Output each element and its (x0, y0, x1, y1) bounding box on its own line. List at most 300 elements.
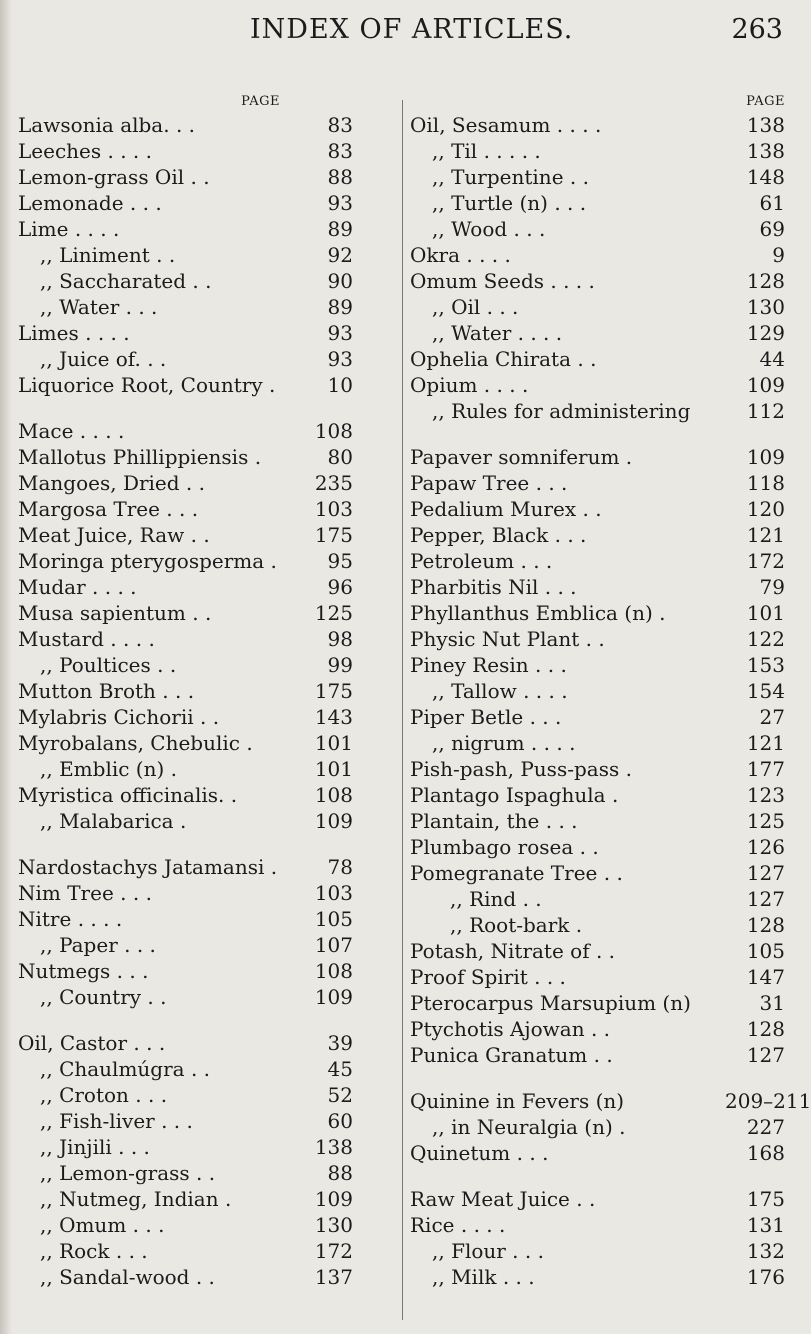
entry-name: Mace . . . . (18, 419, 125, 443)
index-entry (18, 652, 353, 678)
entry-name: Opium . . . . (410, 373, 529, 397)
section-gap (410, 424, 785, 444)
entry-page: 93 (327, 347, 353, 371)
index-entry (410, 444, 785, 470)
entry-page: 109 (314, 1187, 353, 1211)
index-entry (18, 1030, 353, 1056)
entry-leader-dots: . (248, 445, 262, 469)
entry-page: 175 (746, 1187, 785, 1211)
entry-name: ,, Lemon-grass . . (40, 1161, 216, 1185)
entry-leader-dots: . . . . (73, 419, 125, 443)
entry-leader-dots: . . . . (85, 575, 137, 599)
entry-page: 78 (327, 855, 353, 879)
entry-name: ,, Rules for administering (432, 399, 691, 423)
entry-name: Ophelia Chirata . . (410, 347, 597, 371)
entry-name: ,, nigrum . . . . (432, 731, 576, 755)
entry-leader-dots: . . (184, 1057, 211, 1081)
index-entry (410, 470, 785, 496)
entry-name: Liquorice Root, Country . (18, 373, 276, 397)
index-entry (18, 626, 353, 652)
entry-name: Leeches . . . . (18, 139, 153, 163)
page-edge-shadow (0, 0, 12, 1334)
entry-name: Lemon-grass Oil . . (18, 165, 210, 189)
entry-page: 148 (746, 165, 785, 189)
entry-name: ,, Rock . . . (40, 1239, 148, 1263)
entry-name: Nim Tree . . . (18, 881, 152, 905)
entry-name: ,, Water . . . (40, 295, 158, 319)
entry-name: ,, Saccharated . . (40, 269, 212, 293)
index-entry (410, 1238, 785, 1264)
entry-name: ,, Til . . . . . (432, 139, 541, 163)
entry-leader-dots: . . (150, 653, 177, 677)
entry-name: Oil, Sesamum . . . . (410, 113, 602, 137)
entry-page: 235 (314, 471, 353, 495)
entry-name: ,, Omum . . . (40, 1213, 165, 1237)
entry-name: Pepper, Black . . . (410, 523, 587, 547)
page-header (0, 14, 801, 54)
entry-leader-dots: . . . (514, 549, 553, 573)
index-entry (18, 216, 353, 242)
entry-page: 107 (314, 933, 353, 957)
index-entry (18, 496, 353, 522)
entry-page: 44 (759, 347, 785, 371)
entry-leader-dots: . . (167, 1109, 193, 1133)
index-entry (18, 1108, 353, 1134)
index-entry (18, 574, 353, 600)
entry-name: Oil, Castor . . . (18, 1031, 166, 1055)
entry-name: Pish-pash, Puss-pass . (410, 757, 632, 781)
column-divider (402, 100, 403, 1320)
index-entry (18, 1160, 353, 1186)
index-entry (18, 138, 353, 164)
entry-page: 128 (746, 269, 785, 293)
entry-name: Papaw Tree . . . (410, 471, 568, 495)
entry-name: ,, Chaulmúgra . . (40, 1057, 211, 1081)
entry-leader-dots: . . (149, 243, 176, 267)
entry-page: 95 (327, 549, 353, 573)
entry-leader-dots: . . . (128, 1083, 168, 1107)
index-entry (18, 678, 353, 704)
entry-page: 10 (327, 373, 353, 397)
entry-page: 129 (746, 321, 785, 345)
page-number: 263 (731, 14, 783, 45)
entry-name: ,, Liniment . . (40, 243, 176, 267)
entry-name: Plumbago rosea . . (410, 835, 599, 859)
entry-page: 130 (746, 295, 785, 319)
entry-name: Musa sapientum . . (18, 601, 212, 625)
entry-leader-dots: . . . . (460, 243, 511, 267)
entry-page: 101 (746, 601, 785, 625)
entry-page: 96 (327, 575, 353, 599)
index-entry (18, 704, 353, 730)
entry-name: Ptychotis Ajowan . . (410, 1017, 611, 1041)
index-entry (410, 990, 785, 1016)
entry-name: Plantain, the . . . (410, 809, 578, 833)
index-entry (410, 678, 785, 704)
index-entry (18, 756, 353, 782)
entry-page: 103 (314, 497, 353, 521)
entry-page: 109 (746, 373, 785, 397)
entry-leader-dots: . (602, 939, 616, 963)
entry-page: 99 (327, 653, 353, 677)
entry-page: 118 (746, 471, 785, 495)
entry-page: 138 (314, 1135, 353, 1159)
index-entry (410, 808, 785, 834)
index-entry (410, 652, 785, 678)
entry-page: 176 (746, 1265, 785, 1289)
index-entry (18, 320, 353, 346)
index-entry (410, 522, 785, 548)
entry-name: ,, Flour . . . (432, 1239, 544, 1263)
entry-leader-dots: . . . (529, 471, 568, 495)
index-entry (410, 1264, 785, 1290)
index-entry (18, 242, 353, 268)
entry-name: ,, Tallow . . . . (432, 679, 568, 703)
entry-page: 45 (327, 1057, 353, 1081)
entry-page: 132 (746, 1239, 785, 1263)
entry-page: 131 (746, 1213, 785, 1237)
entry-leader-dots: . . . (496, 1265, 535, 1289)
entry-leader-dots: . . . (126, 1213, 165, 1237)
index-entry (410, 600, 785, 626)
entry-leader-dots: . (610, 861, 623, 885)
entry-leader-dots: . . . (528, 653, 567, 677)
entry-leader-dots: . . . (537, 731, 576, 755)
entry-name: Nitre . . . . (18, 907, 123, 931)
index-entry (410, 1016, 785, 1042)
index-entry (18, 372, 353, 398)
entry-page: 101 (314, 757, 353, 781)
entry-leader-dots: . . (184, 523, 210, 547)
index-entry (410, 756, 785, 782)
entry-leader-dots: . . (185, 601, 212, 625)
entry-page: 126 (746, 835, 785, 859)
entry-leader-dots: . . . (563, 113, 602, 137)
entry-page: 172 (314, 1239, 353, 1263)
entry-name: Moringa pterygosperma . (18, 549, 277, 573)
index-entry (410, 138, 785, 164)
entry-name: ,, Paper . . . (40, 933, 156, 957)
entry-name: ,, Juice of. . . (40, 347, 167, 371)
entry-name: ,, Poultices . . (40, 653, 177, 677)
entry-leader-dots: . . (168, 679, 195, 703)
index-entry (18, 418, 353, 444)
index-entry (18, 1082, 353, 1108)
entry-name: ,, Jinjili . . . (40, 1135, 150, 1159)
entry-page: 120 (746, 497, 785, 521)
left-index-list (18, 112, 398, 1290)
index-entry (18, 1212, 353, 1238)
entry-name: Quinetum . . . (410, 1141, 549, 1165)
entry-leader-dots: . . . . (477, 373, 529, 397)
entry-page: 103 (314, 881, 353, 905)
index-entry (18, 1264, 353, 1290)
entry-leader-dots: . . . (523, 705, 562, 729)
entry-name: ,, Nutmeg, Indian . (40, 1187, 232, 1211)
entry-leader-dots: . . (576, 497, 602, 521)
entry-page: 153 (746, 653, 785, 677)
left-index-column (18, 92, 398, 1290)
entry-leader-dots: . . (140, 347, 167, 371)
index-entry (410, 112, 785, 138)
entry-page: 109 (746, 445, 785, 469)
index-entry (410, 242, 785, 268)
entry-name: Okra . . . . (410, 243, 511, 267)
index-entry (410, 860, 785, 886)
entry-page: 172 (746, 549, 785, 573)
entry-name: Proof Spirit . . . (410, 965, 566, 989)
index-entry (18, 808, 353, 834)
entry-name: Nutmegs . . . (18, 959, 149, 983)
entry-name: ,, Water . . . . (432, 321, 563, 345)
entry-page: 130 (314, 1213, 353, 1237)
entry-leader-dots: . . (563, 165, 589, 189)
entry-leader-dots: . . . (523, 321, 563, 345)
entry-page: 112 (746, 399, 785, 423)
entry-name: Potash, Nitrate of . . (410, 939, 616, 963)
entry-leader-dots: . . (179, 471, 206, 495)
section-gap (410, 1166, 785, 1186)
entry-page: 83 (327, 113, 353, 137)
entry-name: Myrobalans, Chebulic . (18, 731, 253, 755)
entry-page: 88 (327, 165, 353, 189)
index-entry (410, 1088, 811, 1114)
entry-page: 123 (746, 783, 785, 807)
entry-page: 9 (772, 243, 785, 267)
entry-leader-dots: . . . (119, 295, 158, 319)
entry-page: 105 (314, 907, 353, 931)
entry-leader-dots: . . . . (68, 217, 120, 241)
entry-name: Punica Granatum . . (410, 1043, 613, 1067)
entry-name: ,, Emblic (n) . (40, 757, 177, 781)
index-entry (410, 730, 785, 756)
entry-leader-dots: . . (579, 627, 605, 651)
entry-page: 108 (314, 959, 353, 983)
entry-leader-dots: . (528, 887, 542, 911)
entry-leader-dots: . . (186, 269, 212, 293)
entry-page: 69 (759, 217, 785, 241)
entry-leader-dots: . (262, 373, 276, 397)
entry-leader-dots: . (612, 1115, 626, 1139)
entry-page: 121 (746, 731, 785, 755)
entry-page: 127 (746, 1043, 785, 1067)
entry-name: ,, Wood . . . (432, 217, 546, 241)
entry-name: Pharbitis Nil . . . (410, 575, 577, 599)
entry-leader-dots: . (264, 855, 278, 879)
entry-name: Mallotus Phillippiensis . (18, 445, 262, 469)
index-entry (410, 964, 785, 990)
page-title: INDEX OF ARTICLES. (250, 14, 574, 45)
entry-name: Quinine in Fevers (n) (410, 1089, 625, 1113)
index-entry (18, 730, 353, 756)
entry-leader-dots: . . (560, 191, 587, 215)
right-index-list (410, 112, 811, 1290)
entry-leader-dots: . . . (110, 959, 149, 983)
entry-leader-dots: . . . . (489, 139, 541, 163)
index-entry (18, 906, 353, 932)
entry-leader-dots: . . . (113, 881, 152, 905)
entry-page: 209–211 (725, 1089, 811, 1113)
index-entry (410, 938, 785, 964)
entry-name: Nardostachys Jatamansi . (18, 855, 278, 879)
index-entry (410, 268, 785, 294)
entry-leader-dots: . . . (556, 269, 595, 293)
index-entry (18, 1186, 353, 1212)
index-entry (410, 1186, 785, 1212)
index-entry (410, 782, 785, 808)
index-entry (410, 912, 785, 938)
entry-leader-dots: . (619, 445, 633, 469)
index-entry (410, 496, 785, 522)
index-entry (18, 932, 353, 958)
entry-name: Mutton Broth . . . (18, 679, 195, 703)
entry-page: 98 (327, 627, 353, 651)
section-gap (18, 1010, 353, 1030)
index-entry (410, 320, 785, 346)
entry-name: Rice . . . . (410, 1213, 506, 1237)
entry-name: ,, Croton . . . (40, 1083, 168, 1107)
entry-leader-dots: . . (193, 705, 220, 729)
entry-page: 109 (314, 809, 353, 833)
entry-page: 121 (746, 523, 785, 547)
entry-page: 80 (327, 445, 353, 469)
entry-page: 83 (327, 139, 353, 163)
entry-page: 127 (746, 861, 785, 885)
entry-name: ,, Turpentine . . (432, 165, 589, 189)
entry-page: 88 (327, 1161, 353, 1185)
entry-leader-dots: . . (573, 835, 599, 859)
entry-page: 128 (746, 913, 785, 937)
entry-name: ,, Root-bark . (450, 913, 583, 937)
index-entry (18, 470, 353, 496)
index-entry (18, 268, 353, 294)
entry-name: Piney Resin . . . (410, 653, 567, 677)
section-gap (18, 398, 353, 418)
entry-page: 138 (746, 139, 785, 163)
entry-leader-dots: . (164, 757, 177, 781)
entry-page: 79 (759, 575, 785, 599)
entry-page: 143 (314, 705, 353, 729)
entry-leader-dots: . . . (529, 679, 568, 703)
entry-leader-dots: . . . . (71, 907, 123, 931)
entry-name: Pterocarpus Marsupium (n) (410, 991, 691, 1015)
entry-page: 89 (327, 217, 353, 241)
index-entry (18, 1238, 353, 1264)
index-entry (410, 372, 785, 398)
entry-name: Petroleum . . . (410, 549, 553, 573)
index-entry (18, 782, 353, 808)
index-entry (18, 112, 353, 138)
entry-leader-dots: . (652, 601, 666, 625)
entry-leader-dots: . . (172, 497, 199, 521)
entry-leader-dots: . . . (480, 295, 519, 319)
entry-leader-dots: . . (189, 1265, 215, 1289)
entry-leader-dots: . (224, 783, 238, 807)
entry-page: 52 (327, 1083, 353, 1107)
entry-page: 138 (746, 113, 785, 137)
entry-name: ,, Oil . . . (432, 295, 519, 319)
entry-page: 122 (746, 627, 785, 651)
entry-page: 60 (327, 1109, 353, 1133)
entry-page: 93 (327, 321, 353, 345)
entry-name: Papaver somniferum . (410, 445, 633, 469)
entry-page: 177 (746, 757, 785, 781)
entry-name: ,, Fish-liver . . . (40, 1109, 193, 1133)
entry-name: Mylabris Cichorii . . (18, 705, 220, 729)
entry-leader-dots: . . . (510, 1141, 549, 1165)
index-entry (410, 190, 785, 216)
entry-name: ,, Country . . (40, 985, 167, 1009)
index-entry (18, 522, 353, 548)
entry-name: Lawsonia alba. . . (18, 113, 196, 137)
index-entry (410, 548, 785, 574)
entry-name: ,, in Neuralgia (n) . (432, 1115, 626, 1139)
entry-page: 128 (746, 1017, 785, 1041)
entry-name: Mustard . . . . (18, 627, 155, 651)
entry-name: ,, Rind . . (450, 887, 542, 911)
entry-leader-dots: . . . (505, 1239, 544, 1263)
entry-leader-dots: . . (560, 523, 587, 547)
entry-page: 147 (746, 965, 785, 989)
left-page-column-label: PAGE (241, 94, 280, 109)
index-entry (410, 398, 785, 424)
entry-leader-dots: . . (184, 165, 210, 189)
entry-page: 108 (314, 783, 353, 807)
index-entry (18, 548, 353, 574)
section-gap (410, 1068, 785, 1088)
index-entry (18, 294, 353, 320)
right-page-column-label: PAGE (746, 94, 785, 109)
entry-leader-dots: . . (169, 113, 196, 137)
entry-page: 175 (314, 523, 353, 547)
entry-leader-dots: . . . (527, 965, 566, 989)
entry-leader-dots: . (599, 1043, 613, 1067)
index-entry (18, 984, 353, 1010)
entry-page: 125 (314, 601, 353, 625)
entry-leader-dots: . . . (123, 191, 162, 215)
entry-leader-dots: . (264, 549, 277, 573)
index-entry (18, 1134, 353, 1160)
index-entry (18, 346, 353, 372)
entry-leader-dots: . . (571, 347, 597, 371)
entry-page: 92 (327, 243, 353, 267)
entry-page: 31 (759, 991, 785, 1015)
index-entry (18, 190, 353, 216)
entry-name: Pedalium Murex . . (410, 497, 602, 521)
entry-page: 109 (314, 985, 353, 1009)
entry-name: Mudar . . . . (18, 575, 137, 599)
section-gap (18, 834, 353, 854)
entry-name: Limes . . . . (18, 321, 130, 345)
entry-page: 127 (746, 887, 785, 911)
entry-leader-dots: . (619, 757, 632, 781)
entry-name: Pomegranate Tree . . (410, 861, 623, 885)
entry-page: 154 (746, 679, 785, 703)
entry-name: Lemonade . . . (18, 191, 162, 215)
entry-name: Raw Meat Juice . . (410, 1187, 596, 1211)
entry-leader-dots: . . (569, 1187, 596, 1211)
index-entry (18, 444, 353, 470)
entry-leader-dots: . . . (111, 1135, 150, 1159)
entry-page: 125 (746, 809, 785, 833)
entry-leader-dots: . . (551, 575, 577, 599)
index-entry (410, 346, 785, 372)
index-entry (410, 574, 785, 600)
entry-page: 227 (746, 1115, 785, 1139)
entry-page: 93 (327, 191, 353, 215)
entry-leader-dots: . . (552, 809, 578, 833)
entry-name: Omum Seeds . . . . (410, 269, 595, 293)
